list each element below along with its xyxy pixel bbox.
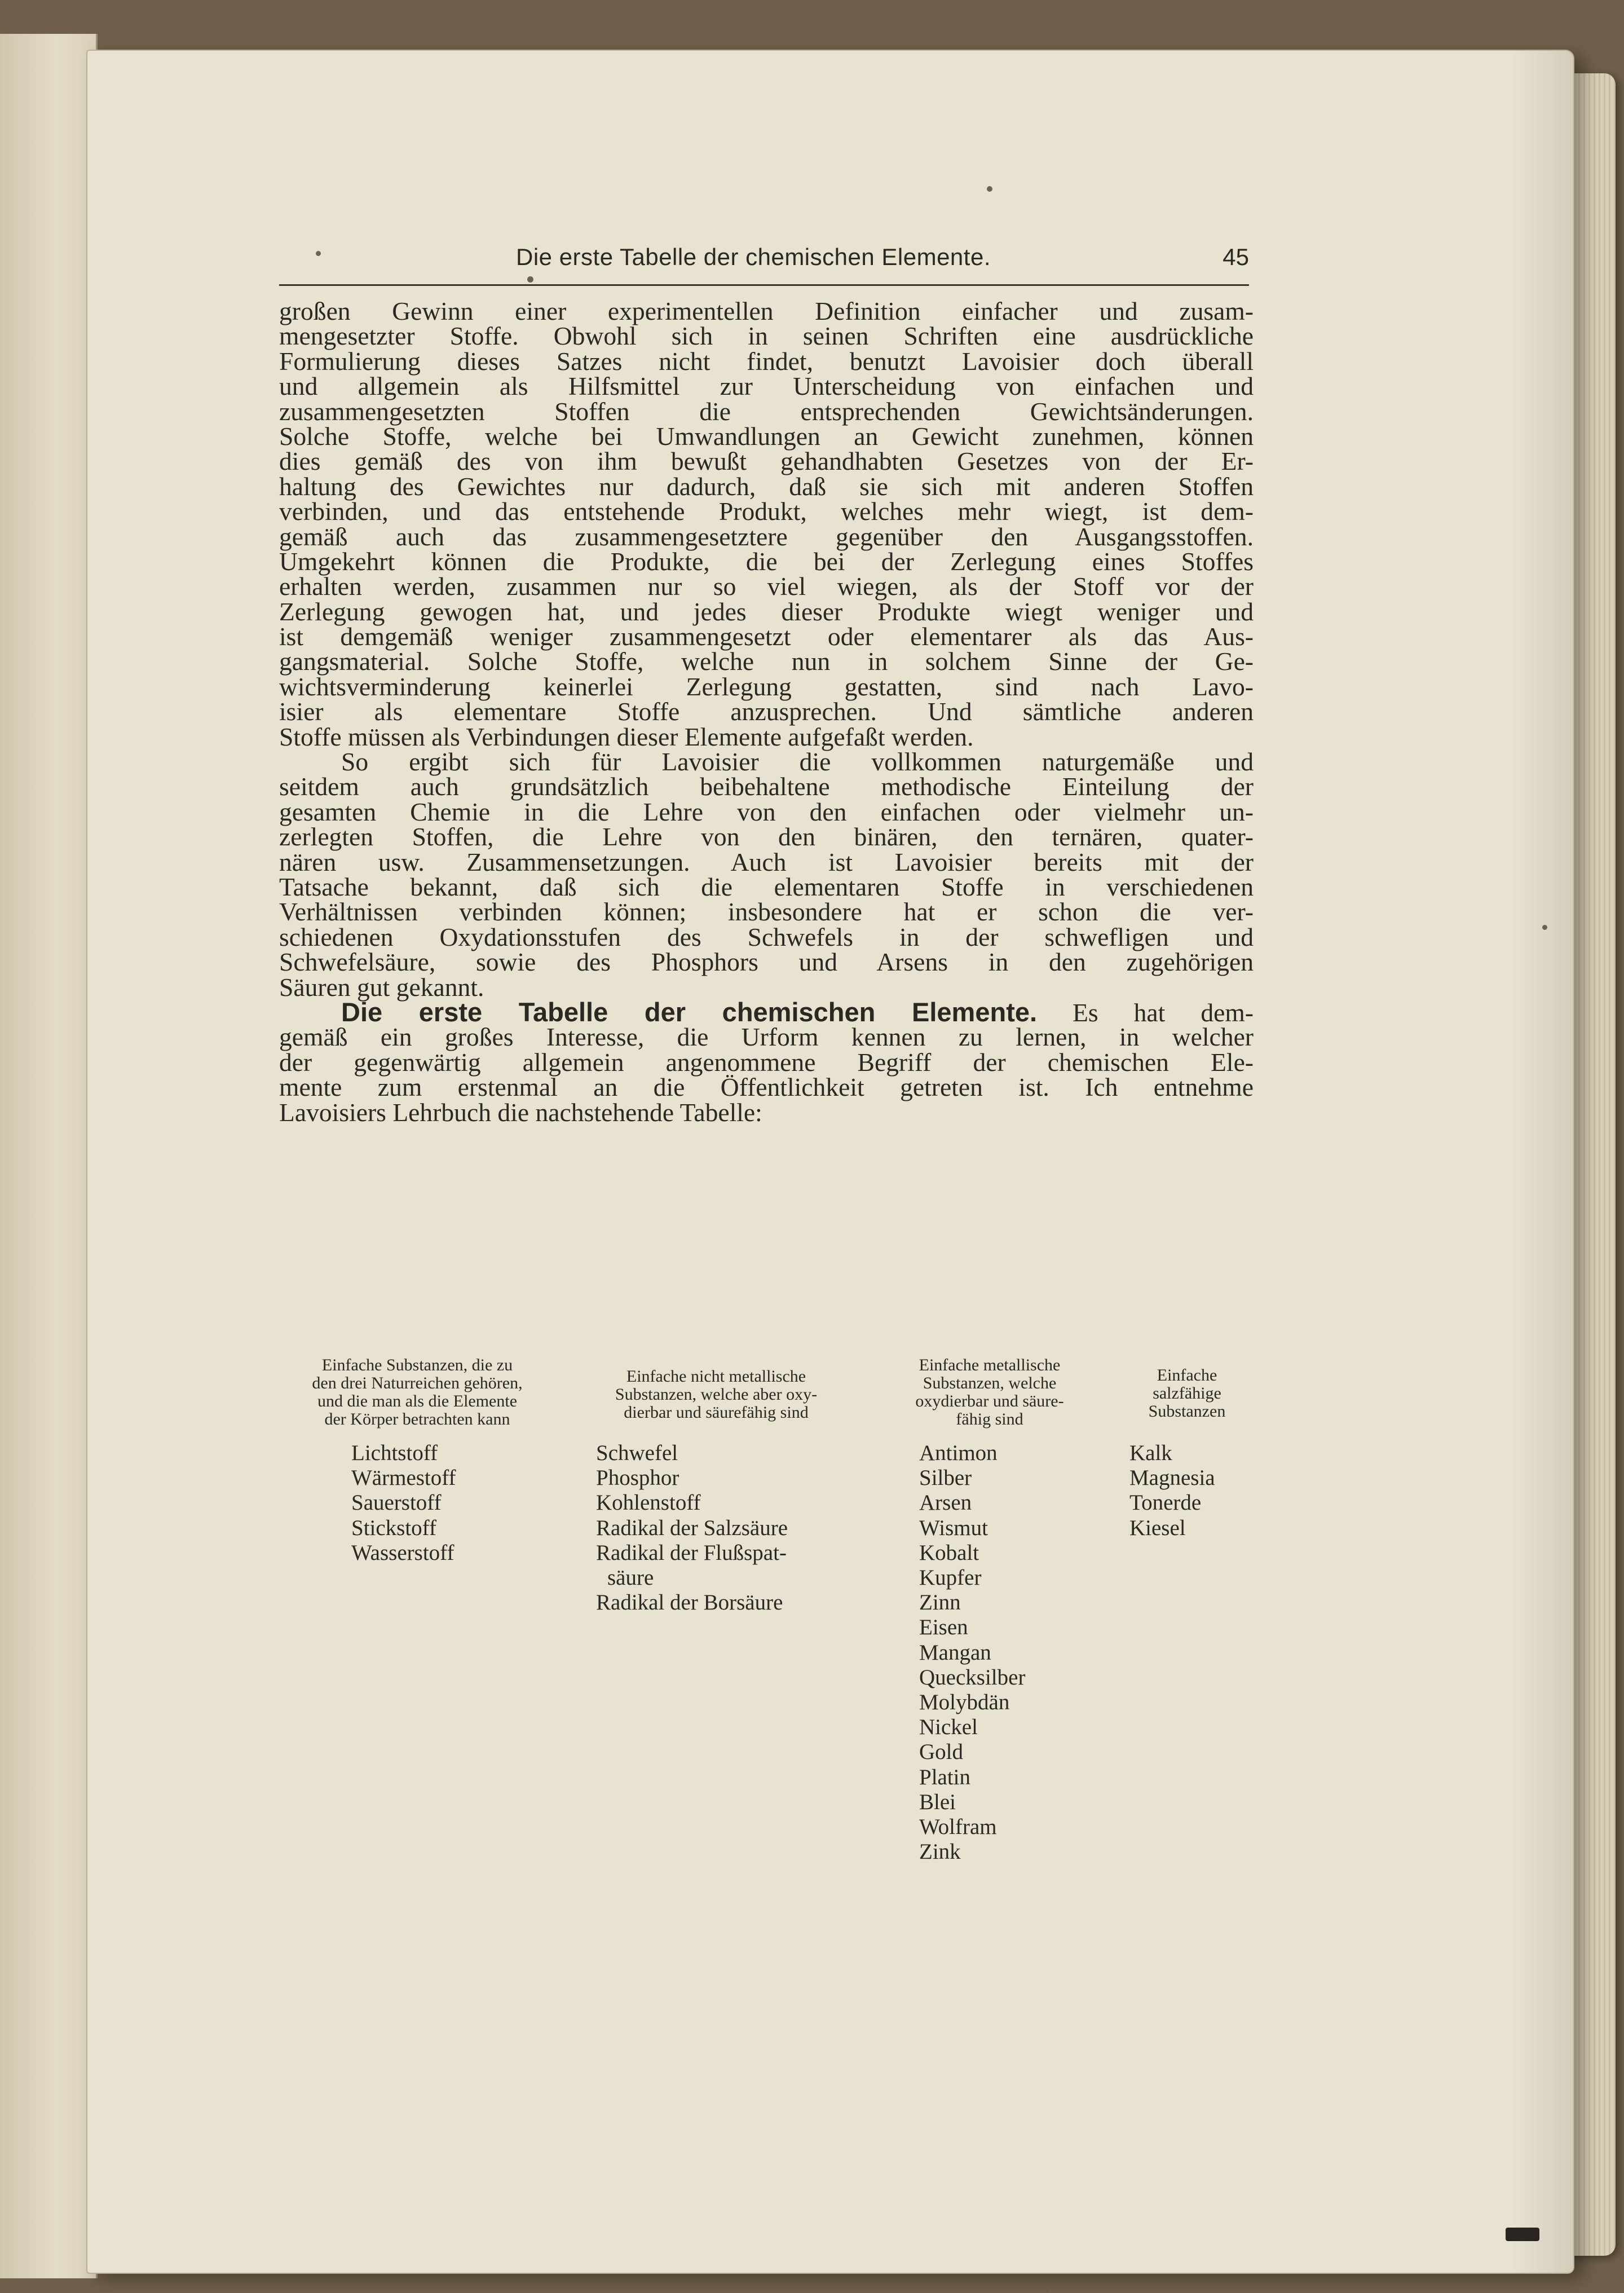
header-line: Einfache metallische: [919, 1356, 1061, 1374]
table-cell: Platin: [919, 1765, 971, 1789]
section-heading: Die erste Tabelle der chemischen Elemente.: [341, 996, 1038, 1027]
text-line: Formulierung dieses Satzes nicht findet, benutzt Lavoisier doch überall: [279, 346, 1254, 376]
paragraph-3: [279, 996, 1254, 1127]
header-line: Einfache: [1157, 1366, 1217, 1384]
text-line: gangsmaterial. Solche Stoffe, welche nun in solchem Sinne der Ge-: [279, 647, 1254, 676]
table-cell: Sauerstoff: [351, 1491, 442, 1515]
column-3-items: [919, 1441, 1025, 1864]
table-cell: Kiesel: [1129, 1515, 1186, 1540]
running-header: [279, 244, 1249, 286]
header-line: der Körper betrachten kann: [324, 1410, 510, 1428]
text-line: und allgemein als Hilfsmittel zur Unterscheidung von einfachen und: [279, 372, 1254, 401]
table-cell: Wärmestoff: [351, 1466, 456, 1491]
text-line: wichtsverminderung keinerlei Zerlegung gestatten, sind nach Lavo-: [279, 672, 1254, 701]
scan-speck: [527, 276, 533, 283]
scan-speck: [316, 251, 321, 256]
page-number: 45: [1223, 244, 1249, 270]
section-heading-line: [279, 996, 1254, 1027]
table-cell: Magnesia: [1129, 1466, 1215, 1491]
table-cell: Radikal der Salzsäure: [596, 1515, 788, 1540]
table-cell: Wasserstoff: [351, 1540, 454, 1565]
table-cell: Quecksilber: [919, 1665, 1026, 1690]
text-line: haltung des Gewichtes nur dadurch, daß sie sich mit anderen Stoffen: [279, 471, 1254, 501]
text-line: großen Gewinn einer experimentellen Definition einfacher und zusam-: [279, 297, 1254, 325]
header-line: und die man als die Elemente: [317, 1392, 518, 1410]
text-line: ist demgemäß weniger zusammengesetzt oder elementarer als das Aus-: [279, 622, 1254, 651]
table-cell: säure: [607, 1566, 654, 1590]
text-line: isier als elementare Stoffe anzusprechen. Und sämtliche anderen: [279, 697, 1254, 726]
paragraph-2: [279, 749, 1254, 1000]
paragraph-1: [279, 299, 1254, 749]
body-text: [279, 299, 1254, 1125]
header-line: oxydierbar und säure-: [915, 1392, 1064, 1410]
table-cell: Wismut: [919, 1515, 988, 1540]
text-line: gemäß auch das zusammengesetztere gegenüber den Ausgangsstoffen.: [279, 522, 1254, 551]
header-line: dierbar und säurefähig sind: [624, 1403, 809, 1422]
text-line: Lavoisiers Lehrbuch die nachstehende Tabelle:: [279, 1097, 762, 1127]
text-line: seitdem auch grundsätzlich beibehaltene methodische Einteilung der: [279, 772, 1254, 801]
running-header-title: Die erste Tabelle der chemischen Elemente.: [516, 244, 991, 270]
table-cell: Radikal der Borsäure: [596, 1590, 783, 1615]
element-table: [279, 1356, 1260, 1886]
table-cell: Molybdän: [919, 1690, 1010, 1715]
table-cell: Kupfer: [919, 1566, 982, 1590]
column-2-items: [596, 1441, 788, 1615]
table-cell: Zink: [919, 1840, 961, 1864]
text-line: zerlegten Stoffen, die Lehre von den binären, den ternären, quater-: [279, 822, 1254, 852]
text-line: So ergibt sich für Lavoisier die vollkommen naturgemäße und: [341, 747, 1254, 777]
column-3-header: [874, 1356, 1105, 1428]
text-line: Tatsache bekannt, daß sich die elementaren Stoffe in verschiedenen: [279, 872, 1254, 901]
text-line: Schwefelsäure, sowie des Phosphors und Arsens in den zugehörigen: [279, 947, 1254, 977]
text-line: Verhältnissen verbinden können; insbesondere hat er schon die ver-: [279, 897, 1254, 927]
table-cell: Wolfram: [919, 1815, 997, 1840]
text-line: schiedenen Oxydationsstufen des Schwefels in der schwefligen und: [279, 922, 1254, 951]
text-line: gemäß ein großes Interesse, die Urform kennen zu lernen, in welcher: [279, 1022, 1254, 1052]
left-page-edge: [0, 34, 98, 2278]
table-cell: Arsen: [919, 1491, 972, 1515]
column-1-items: [351, 1441, 456, 1566]
table-cell: Kobalt: [919, 1540, 979, 1565]
text-line: Solche Stoffe, welche bei Umwandlungen an Gewicht zunehmen, können: [279, 421, 1254, 451]
column-2-header: [572, 1368, 860, 1422]
section-heading-rest: Es hat dem-: [1073, 998, 1254, 1027]
text-line: der gegenwärtig allgemein angenommene Begriff der chemischen Ele-: [279, 1047, 1254, 1077]
table-cell: Mangan: [919, 1640, 991, 1665]
table-cell: Kohlenstoff: [596, 1491, 701, 1515]
column-4-items: [1129, 1441, 1215, 1541]
text-line: mente zum erstenmal an die Öffentlichkeit getreten ist. Ich entnehme: [279, 1073, 1254, 1102]
header-line: Einfache nicht metallische: [626, 1367, 806, 1386]
table-cell: Kalk: [1129, 1441, 1172, 1465]
text-line: Zerlegung gewogen hat, und jedes dieser Produkte wiegt weniger und: [279, 597, 1254, 626]
table-cell: Phosphor: [596, 1466, 679, 1491]
table-cell: Radikal der Flußspat-: [596, 1540, 787, 1565]
text-line: Umgekehrt können die Produkte, die bei der Zerlegung eines Stoffes: [279, 546, 1254, 576]
text-line: verbinden, und das entstehende Produkt, welches mehr wiegt, ist dem-: [279, 497, 1254, 526]
table-cell: Eisen: [919, 1615, 968, 1640]
header-line: Einfache Substanzen, die zu: [321, 1356, 513, 1374]
column-4-header: [1125, 1366, 1249, 1421]
table-cell: Nickel: [919, 1715, 978, 1740]
table-cell: Tonerde: [1129, 1491, 1202, 1515]
table-cell: Blei: [919, 1789, 956, 1814]
table-cell: Zinn: [919, 1590, 961, 1615]
header-line: Substanzen, welche aber oxy-: [615, 1385, 818, 1404]
table-cell: Silber: [919, 1466, 972, 1491]
text-line: Säuren gut gekannt.: [279, 972, 484, 1002]
header-line: den drei Naturreichen gehören,: [312, 1374, 523, 1392]
column-1-header: [279, 1356, 555, 1428]
scan-speck: [1542, 925, 1547, 930]
table-cell: Gold: [919, 1740, 963, 1765]
table-cell: Lichtstoff: [351, 1441, 438, 1465]
table-cell: Schwefel: [596, 1441, 678, 1465]
text-line: Stoffe müssen als Verbindungen dieser Elemente aufgefaßt werden.: [279, 722, 974, 751]
header-line: Substanzen, welche: [923, 1374, 1057, 1392]
header-line: Substanzen: [1148, 1402, 1226, 1421]
text-line: zusammengesetzten Stoffen die entsprechenden Gewichtsänderungen.: [279, 396, 1254, 426]
text-line: gesamten Chemie in die Lehre von den einfachen oder vielmehr un-: [279, 797, 1254, 826]
text-line: nären usw. Zusammensetzungen. Auch ist Lavoisier bereits mit der: [279, 847, 1254, 876]
text-line: mengesetzter Stoffe. Obwohl sich in seinen Schriften eine ausdrückliche: [279, 321, 1254, 351]
header-line: salzfähige: [1153, 1384, 1221, 1403]
text-line: erhalten werden, zusammen nur so viel wiegen, als der Stoff vor der: [279, 572, 1254, 601]
scan-speck: [1049, 2290, 1052, 2293]
text-line: dies gemäß des von ihm bewußt gehandhabten Gesetzes von der Er-: [279, 447, 1254, 476]
scan-speck: [987, 186, 992, 192]
header-line: fähig sind: [956, 1410, 1023, 1428]
table-cell: Antimon: [919, 1441, 998, 1465]
table-cell: Stickstoff: [351, 1515, 436, 1540]
corner-mark: [1506, 2228, 1539, 2241]
